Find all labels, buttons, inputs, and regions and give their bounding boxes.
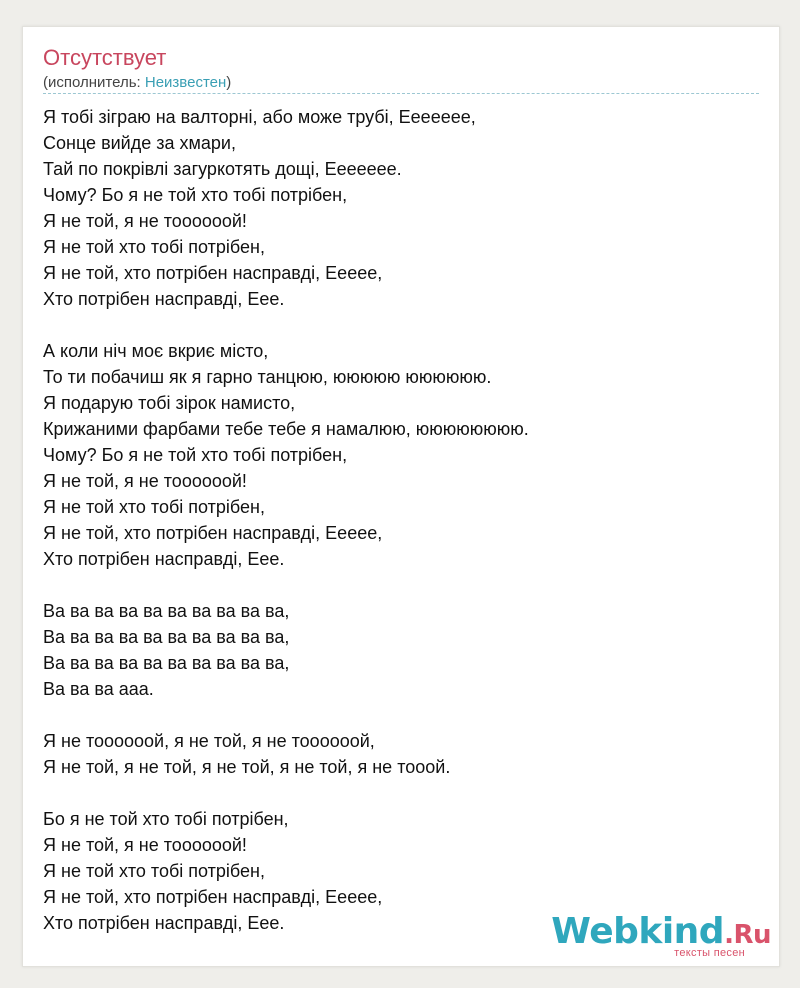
lyrics-stanza: [43, 728, 759, 780]
lyric-line: Тай по покрівлі загуркотять дощі, Еееееее.: [43, 159, 402, 179]
lyric-line: Я не той, я не тоооооой!: [43, 211, 247, 231]
lyrics-stanza: [43, 104, 759, 312]
logo-word: Webkind: [551, 911, 725, 952]
lyrics-body: [43, 104, 759, 936]
lyrics-card: [22, 26, 780, 967]
lyric-line: Сонце вийде за хмари,: [43, 133, 236, 153]
logo-tagline: тексты песен: [674, 947, 745, 959]
lyrics-stanza: [43, 338, 759, 572]
lyric-line: Чому? Бо я не той хто тобі потрібен,: [43, 185, 348, 205]
lyric-line: Я не тоооооой, я не той, я не тоооооой,: [43, 731, 375, 751]
lyric-line: Чому? Бо я не той хто тобі потрібен,: [43, 445, 348, 465]
lyric-line: То ти побачиш як я гарно танцюю, ююююю юююююю.: [43, 367, 492, 387]
lyric-line: Я тобі зіграю на валторні, або може трубі, Еееееее,: [43, 107, 476, 127]
lyric-line: Я не той хто тобі потрібен,: [43, 497, 265, 517]
lyric-line: Я не той, я не тоооооой!: [43, 835, 247, 855]
lyric-line: Ва ва ва ва ва ва ва ва ва ва,: [43, 627, 290, 647]
lyric-line: Ва ва ва ааа.: [43, 679, 154, 699]
artist-line: [43, 73, 231, 93]
lyric-line: Я не той, я не тоооооой!: [43, 471, 247, 491]
webkind-logo[interactable]: [551, 911, 771, 960]
title-divider: [43, 93, 759, 94]
lyric-line: Я не той, хто потрібен насправді, Еееее,: [43, 887, 383, 907]
artist-link[interactable]: Неизвестен: [144, 74, 227, 91]
lyrics-stanza: [43, 598, 759, 702]
artist-prefix: (исполнитель:: [43, 74, 145, 91]
lyric-line: Я не той хто тобі потрібен,: [43, 237, 265, 257]
lyric-line: Ва ва ва ва ва ва ва ва ва ва,: [43, 601, 290, 621]
lyric-line: А коли ніч моє вкриє місто,: [43, 341, 269, 361]
artist-suffix: ): [226, 74, 232, 91]
lyric-line: Хто потрібен насправді, Еее.: [43, 913, 285, 933]
lyric-line: Я не той хто тобі потрібен,: [43, 861, 265, 881]
lyric-line: Крижаними фарбами тебе тебе я намалюю, юююююююю.: [43, 419, 529, 439]
lyric-line: Хто потрібен насправді, Еее.: [43, 289, 285, 309]
lyric-line: Я не той, я не той, я не той, я не той, я не тооой.: [43, 757, 451, 777]
lyric-line: Бо я не той хто тобі потрібен,: [43, 809, 289, 829]
logo-tld: .Ru: [724, 920, 771, 950]
lyric-line: Я подарую тобі зірок намисто,: [43, 393, 296, 413]
lyric-line: Я не той, хто потрібен насправді, Еееее,: [43, 523, 383, 543]
lyric-line: Я не той, хто потрібен насправді, Еееее,: [43, 263, 383, 283]
lyric-line: Хто потрібен насправді, Еее.: [43, 549, 285, 569]
lyric-line: Ва ва ва ва ва ва ва ва ва ва,: [43, 653, 290, 673]
song-title: Отсутствует: [43, 45, 167, 70]
